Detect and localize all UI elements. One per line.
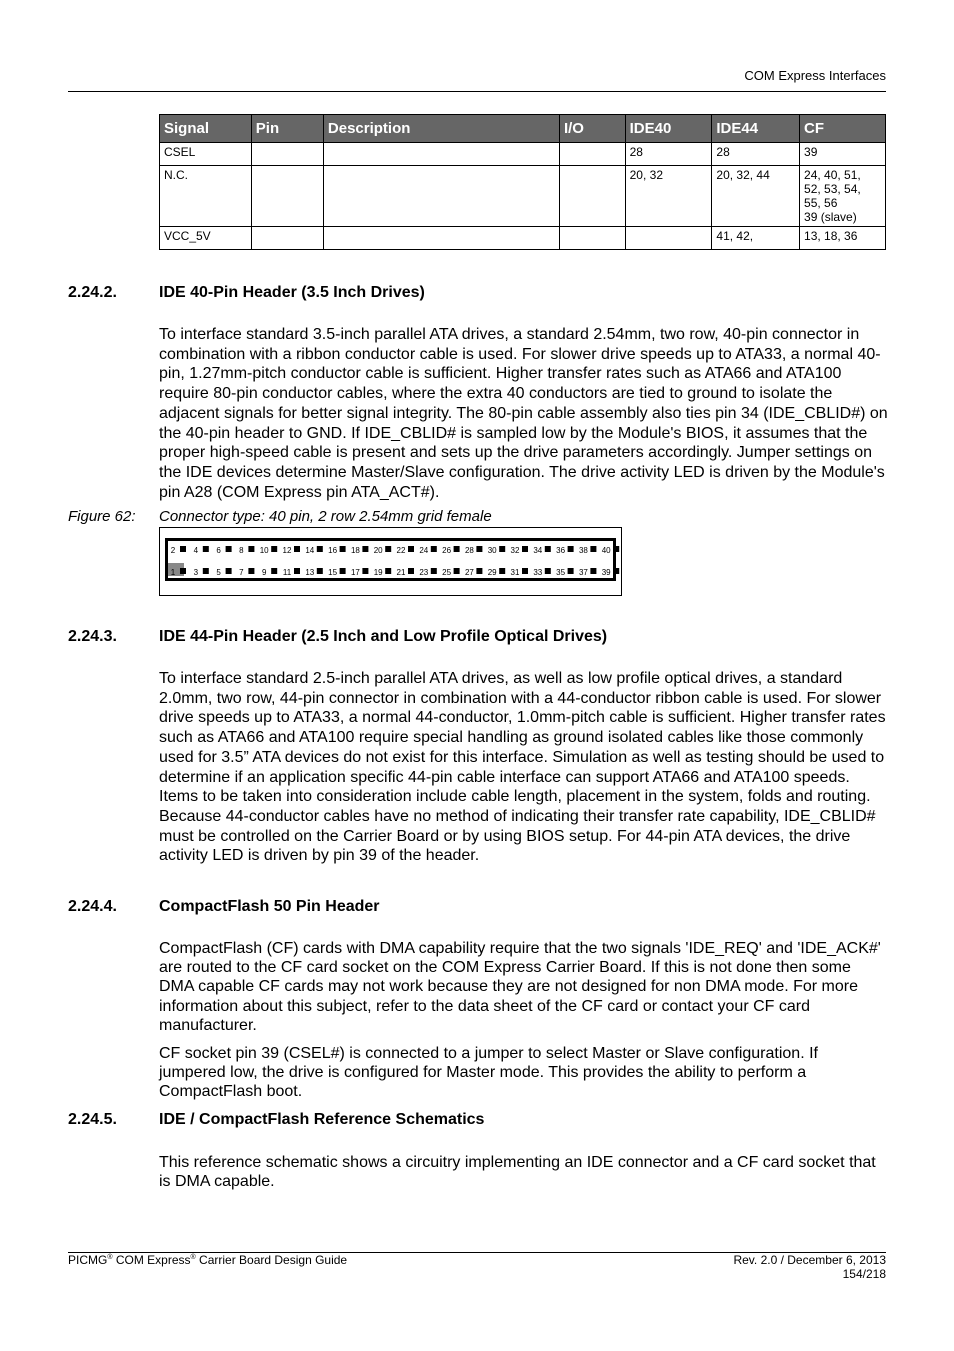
pin-square xyxy=(271,546,277,552)
table-cell xyxy=(625,227,712,250)
pin-square xyxy=(317,546,323,552)
pin-label: 25 xyxy=(442,568,452,577)
column-header: Pin xyxy=(251,115,323,143)
pin-label: 16 xyxy=(328,546,338,555)
pin-square xyxy=(180,546,186,552)
pin-square xyxy=(294,568,300,574)
pin-label: 2 xyxy=(170,546,176,555)
table-cell: N.C. xyxy=(160,166,252,227)
table-cell: 20, 32, 44 xyxy=(712,166,800,227)
pin-square xyxy=(431,568,437,574)
pin-square xyxy=(522,568,528,574)
pin-label: 13 xyxy=(305,568,315,577)
pin-square xyxy=(613,546,619,552)
pin-square xyxy=(590,568,596,574)
pin-square xyxy=(522,546,528,552)
pin-square xyxy=(203,546,209,552)
table-cell: 39 xyxy=(800,143,886,166)
pin-label: 31 xyxy=(510,568,520,577)
pin-square xyxy=(476,546,482,552)
pin-label: 27 xyxy=(464,568,474,577)
table-cell xyxy=(251,227,323,250)
table-cell xyxy=(559,166,625,227)
paragraph: CompactFlash (CF) cards with DMA capability require that the two signals 'IDE_REQ' and 'IDE_ACK#' are routed to the CF card socket on the COM Express Carrier Board. If this is not done then some DMA capable CF cards may not work because they are not designed for non DMA mode. For more information about this subject, refer to the data sheet of the CF card or contact your CF card manufacturer. xyxy=(159,940,881,1034)
pin-square xyxy=(226,546,232,552)
column-header: CF xyxy=(800,115,886,143)
table-cell xyxy=(559,143,625,166)
section-number: 2.24.3. xyxy=(68,628,117,645)
pin-label: 10 xyxy=(259,546,269,555)
pin-label: 15 xyxy=(328,568,338,577)
table-cell: 41, 42, xyxy=(712,227,800,250)
table-cell: CSEL xyxy=(160,143,252,166)
pin-label: 5 xyxy=(216,568,221,577)
pin-square xyxy=(362,568,368,574)
pin-label: 40 xyxy=(601,546,611,555)
pin-square xyxy=(590,546,596,552)
pin-label: 28 xyxy=(464,546,474,555)
paragraph: CF socket pin 39 (CSEL#) is connected to a jumper to select Master or Slave configuration. If jumpered low, the drive is configured for Master mode. This provides the ability to perform a CompactFlash boot. xyxy=(159,1045,818,1101)
page-number: 154/218 xyxy=(842,1267,886,1281)
table-cell: 24, 40, 51, 52, 53, 54, 55, 56 39 (slave) xyxy=(800,166,886,227)
table-header-row xyxy=(160,115,886,143)
pin-label: 11 xyxy=(282,568,292,577)
table-cell xyxy=(323,166,559,227)
table-cell: 28 xyxy=(712,143,800,166)
column-header: IDE40 xyxy=(625,115,712,143)
table-cell xyxy=(251,143,323,166)
pin-square xyxy=(340,546,346,552)
revision-text: Rev. 2.0 / December 6, 2013 xyxy=(733,1253,886,1267)
pin-label: 32 xyxy=(510,546,520,555)
table-cell: 13, 18, 36 xyxy=(800,227,886,250)
pin-label: 33 xyxy=(533,568,543,577)
pin-label: 8 xyxy=(239,546,244,555)
pin-label: 18 xyxy=(350,546,360,555)
column-header: I/O xyxy=(559,115,625,143)
pin-square xyxy=(362,546,368,552)
pin-label: 35 xyxy=(556,568,566,577)
pin-square xyxy=(294,546,300,552)
pin-square xyxy=(476,568,482,574)
pin-square xyxy=(408,568,414,574)
pin-square xyxy=(454,546,460,552)
paragraph: This reference schematic shows a circuitry implementing an IDE connector and a CF card socket that is DMA capable. xyxy=(159,1154,876,1191)
pin-label: 4 xyxy=(193,546,199,555)
pin-square xyxy=(545,546,551,552)
pin-label: 29 xyxy=(487,568,497,577)
pin-label: 30 xyxy=(487,546,497,555)
table-cell xyxy=(323,227,559,250)
pin-square xyxy=(180,568,186,574)
pin-square xyxy=(568,546,574,552)
figure-caption: Connector type: 40 pin, 2 row 2.54mm grid female xyxy=(159,508,492,525)
pin-square xyxy=(499,568,505,574)
paragraph: To interface standard 2.5-inch parallel ATA drives, as well as low profile optical drives, a standard 2.0mm, two row, 44-pin connector in combination with a 44-conductor ribbon cable is used. For slower drive speeds up to ATA33, a normal 44-conductor, 1.0mm-pitch cable is sufficient. Higher transfer rates such as ATA66 and ATA100 require special handling as ground isolated cables like those commonly used for 3.5” ATA devices do not exist for this interface. Simulation as well as testing should be used to determine if an application specific 44-pin cable interface can support ATA66 and ATA100 speeds. Items to be taken into consideration include cable length, placement in the system, folds and routing. Because 44-conductor cables have no method of indicating their transfer rate capability, IDE_CBLID# must be controlled on the Carrier Board or by using BIOS setup. For 44-pin ATA devices, the drive activity LED is driven by pin 39 of the header. xyxy=(159,670,886,865)
section-title: IDE 44-Pin Header (2.5 Inch and Low Profile Optical Drives) xyxy=(159,628,608,645)
section-title: IDE 40-Pin Header (3.5 Inch Drives) xyxy=(159,284,425,301)
signal-table xyxy=(159,114,886,250)
connector-diagram xyxy=(160,528,621,595)
pin-label: 9 xyxy=(261,568,267,577)
column-header: Description xyxy=(323,115,559,143)
pin-label: 17 xyxy=(350,568,360,577)
table-cell: VCC_5V xyxy=(160,227,252,250)
pin-label: 38 xyxy=(578,546,588,555)
pin-square xyxy=(226,568,232,574)
footer-doc-title: PICMG® COM Express® Carrier Board Design Guide xyxy=(68,1253,348,1267)
pin-label: 24 xyxy=(419,546,429,555)
pin-label: 20 xyxy=(373,546,383,555)
pin-square xyxy=(248,568,254,574)
pin-label: 19 xyxy=(373,568,383,577)
pin-square xyxy=(271,568,277,574)
pin-label: 36 xyxy=(556,546,566,555)
pin-label: 1 xyxy=(170,568,176,577)
pin-label: 23 xyxy=(419,568,429,577)
pin-label: 3 xyxy=(193,568,199,577)
section-title: IDE / CompactFlash Reference Schematics xyxy=(159,1111,485,1128)
running-header: COM Express Interfaces xyxy=(744,68,886,83)
section-number: 2.24.2. xyxy=(68,284,117,301)
table-cell: 28 xyxy=(625,143,712,166)
table-cell xyxy=(559,227,625,250)
table-row xyxy=(160,166,886,227)
pin-label: 21 xyxy=(396,568,406,577)
pin-square xyxy=(431,546,437,552)
pin-label: 14 xyxy=(305,546,315,555)
paragraph: To interface standard 3.5-inch parallel ATA drives, a standard 2.54mm, two row, 40-pin connector in combination with a ribbon conductor cable is used. For slower drive speeds up to ATA33, a normal 40-pin, 1.27mm-pitch conductor cable is sufficient. Higher transfer rates such as ATA66 and ATA100 require 80-pin conductor cables, where the extra 40 conductors are tied to ground to isolate the adjacent signals for better signal integrity. The 80-pin cable assembly also ties pin 34 (IDE_CBLID#) on the 40-pin header to GND. If IDE_CBLID# is sampled low by the Module's BIOS, it assumes that the proper high-speed cable is present and sets up the drive parameters accordingly. Jumper settings on the IDE devices determine Master/Slave configuration. The drive activity LED is driven by the Module's pin A28 (COM Express pin ATA_ACT#). xyxy=(159,326,888,501)
section-title: CompactFlash 50 Pin Header xyxy=(159,898,380,915)
pin-square xyxy=(340,568,346,574)
pin-label: 22 xyxy=(396,546,406,555)
pin-label: 37 xyxy=(578,568,588,577)
pin-label: 6 xyxy=(216,546,221,555)
column-header: Signal xyxy=(160,115,252,143)
pin-square xyxy=(408,546,414,552)
pin-label: 34 xyxy=(533,546,543,555)
pin-square xyxy=(203,568,209,574)
pin-square xyxy=(317,568,323,574)
column-header: IDE44 xyxy=(712,115,800,143)
pin-square xyxy=(385,568,391,574)
table-row xyxy=(160,227,886,250)
table-row xyxy=(160,143,886,166)
footer-revision xyxy=(733,1253,886,1281)
pin-square xyxy=(454,568,460,574)
section-number: 2.24.5. xyxy=(68,1111,117,1128)
pin-label: 26 xyxy=(442,546,452,555)
figure-label: Figure 62: xyxy=(68,508,136,525)
pin-square xyxy=(613,568,619,574)
table-cell xyxy=(323,143,559,166)
header-rule xyxy=(68,91,886,92)
pin-square xyxy=(568,568,574,574)
pin-label: 7 xyxy=(239,568,244,577)
pin-square xyxy=(545,568,551,574)
pin-square xyxy=(385,546,391,552)
section-number: 2.24.4. xyxy=(68,898,117,915)
pin-square xyxy=(248,546,254,552)
pin-label: 12 xyxy=(282,546,292,555)
pin-square xyxy=(499,546,505,552)
table-cell: 20, 32 xyxy=(625,166,712,227)
pin-label: 39 xyxy=(601,568,611,577)
connector-figure xyxy=(159,527,622,596)
table-cell xyxy=(251,166,323,227)
